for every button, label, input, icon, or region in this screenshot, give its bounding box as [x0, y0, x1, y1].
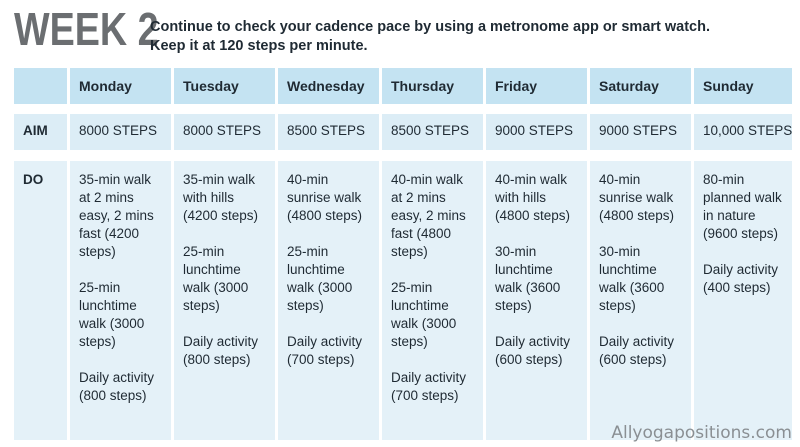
day-column-sunday [694, 68, 792, 440]
day-header: Saturday [590, 68, 691, 104]
day-header: Friday [486, 68, 587, 104]
weekly-plan-table [14, 68, 792, 440]
activity: Daily activity (800 steps) [183, 334, 259, 367]
activity: 25-min lunchtime walk (3000 steps) [391, 280, 457, 349]
activity: Daily activity (600 steps) [599, 334, 675, 367]
activity: Daily activity (600 steps) [495, 334, 571, 367]
do-row-label: DO [14, 161, 67, 440]
activity: 40-min sunrise walk (4800 steps) [287, 172, 363, 223]
activity: 40-min sunrise walk (4800 steps) [599, 172, 675, 223]
activity: Daily activity (800 steps) [79, 370, 155, 403]
day-column-monday [70, 68, 171, 440]
aim-cell: 8500 STEPS [278, 114, 379, 150]
activity: 35-min walk at 2 mins easy, 2 mins fast (4200 steps) [79, 172, 154, 259]
activity: Daily activity (400 steps) [703, 262, 779, 295]
activity: 35-min walk with hills (4200 steps) [183, 172, 259, 223]
activity: 40-min walk at 2 mins easy, 2 mins fast (4800 steps) [391, 172, 466, 259]
day-header: Monday [70, 68, 171, 104]
activity: Daily activity (700 steps) [391, 370, 467, 403]
activity: 30-min lunchtime walk (3600 steps) [495, 244, 561, 313]
do-cell [382, 161, 483, 440]
row-label-column [14, 68, 67, 440]
aim-cell: 9000 STEPS [590, 114, 691, 150]
do-cell [694, 161, 792, 440]
activity: 25-min lunchtime walk (3000 steps) [183, 244, 249, 313]
do-cell [486, 161, 587, 440]
activity: 30-min lunchtime walk (3600 steps) [599, 244, 665, 313]
week-title: WEEK 2 [14, 3, 159, 55]
aim-cell: 8500 STEPS [382, 114, 483, 150]
activity: 80-min planned walk in nature (9600 steps) [703, 172, 782, 241]
aim-cell: 10,000 STEPS [694, 114, 792, 150]
day-header: Wednesday [278, 68, 379, 104]
day-column-saturday [590, 68, 691, 440]
activity: Daily activity (700 steps) [287, 334, 363, 367]
do-cell [174, 161, 275, 440]
activity: 40-min walk with hills (4800 steps) [495, 172, 571, 223]
day-column-wednesday [278, 68, 379, 440]
activity: 25-min lunchtime walk (3000 steps) [287, 244, 353, 313]
do-cell [278, 161, 379, 440]
corner-cell [14, 68, 67, 104]
day-header: Thursday [382, 68, 483, 104]
aim-row-label: AIM [14, 114, 67, 150]
day-column-thursday [382, 68, 483, 440]
do-cell [70, 161, 171, 440]
aim-cell: 8000 STEPS [70, 114, 171, 150]
aim-cell: 9000 STEPS [486, 114, 587, 150]
day-header: Sunday [694, 68, 792, 104]
watermark: Allyogapositions.com [611, 423, 792, 443]
do-cell [590, 161, 691, 440]
page-header [0, 0, 800, 62]
activity: 25-min lunchtime walk (3000 steps) [79, 280, 145, 349]
day-column-friday [486, 68, 587, 440]
day-header: Tuesday [174, 68, 275, 104]
aim-cell: 8000 STEPS [174, 114, 275, 150]
intro-text: Continue to check your cadence pace by using a metronome app or smart watch. Keep it at 120 steps per minute. [150, 19, 710, 54]
day-column-tuesday [174, 68, 275, 440]
